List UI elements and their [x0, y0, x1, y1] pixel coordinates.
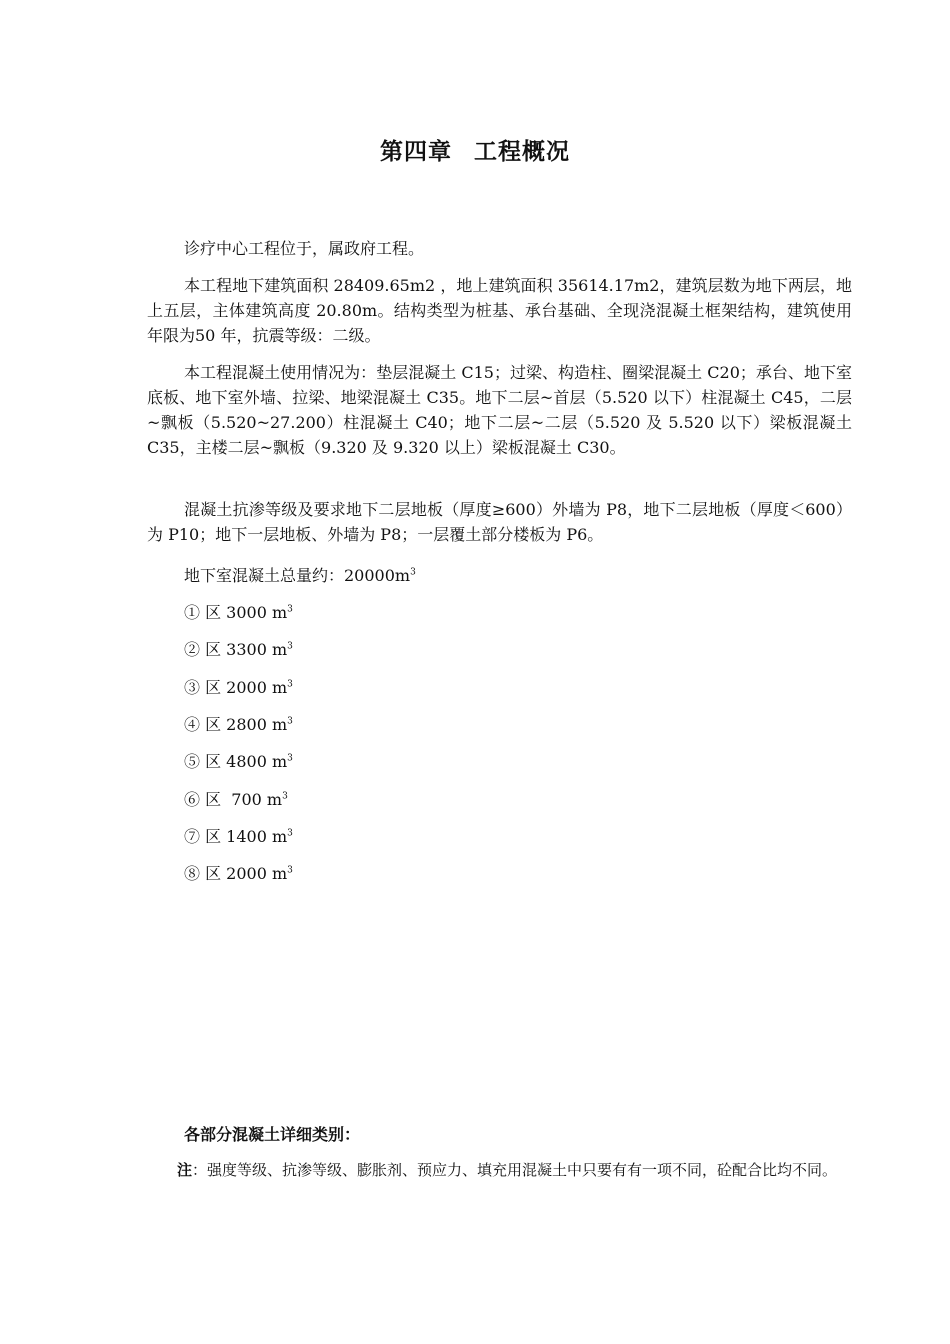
paragraph-impermeability [147, 497, 852, 547]
paragraph: 混凝土抗渗等级及要求地下二层地板（厚度≥600）外墙为 P8，地下二层地板（厚度＜600）为 P10；地下一层地板、外墙为 P8；一层覆土部分楼板为 P6。 [147, 500, 852, 544]
paragraph: 本工程地下建筑面积 28409.65m2 ，地上建筑面积 35614.17m2，建筑层数为地下两层，地上五层，主体建筑高度 20.80m。结构类型为桩基、承台基础、全现浇混凝土框架结构，建筑使用年限为50 年，抗震等级：二级。 [147, 276, 852, 345]
chapter-number: 第四章 [380, 139, 452, 165]
zone-item: ① 区 3000 $m^3$ [184, 603, 293, 622]
zone-item: ⑦ 区 1400 $m^3$ [184, 827, 293, 846]
paragraph: 本工程混凝土使用情况为：垫层混凝土 C15；过梁、构造柱、圈梁混凝土 C20；承台、地下室底板、地下室外墙、拉梁、地梁混凝土 C35。地下二层~首层（5.520 以下）柱混凝土 C45，二层~飘板（5.520~27.200）柱混凝土 C40；地下二层~二层（5.520 及 5.520 以下）梁板混凝土 C35，主楼二层~飘板（9.320 及 9.320 以上）梁板混凝土 C30。 [147, 363, 852, 457]
zone-item: ⑤ 区 4800 $m^3$ [184, 752, 293, 771]
note-text: ：强度等级、抗渗等级、膨胀剂、预应力、填充用混凝土中只要有有一项不同，砼配合比均不同。 [192, 1161, 838, 1179]
note-label: 注 [177, 1161, 193, 1179]
total-volume: 地下室混凝土总量约：$20000m^3$ [184, 566, 416, 585]
zone-item: ⑧ 区 2000 $m^3$ [184, 864, 293, 883]
paragraph: 诊疗中心工程位于，属政府工程。 [184, 239, 425, 258]
zone-item: ③ 区 2000 $m^3$ [184, 678, 293, 697]
zone-item: ⑥ 区 700 $m^3$ [184, 790, 288, 809]
chapter-name: 工程概况 [474, 139, 570, 165]
paragraph-concrete-usage [147, 360, 852, 460]
zone-item: ④ 区 2800 $m^3$ [184, 715, 293, 734]
paragraph-location [147, 236, 852, 261]
note-paragraph [147, 1158, 852, 1183]
chapter-title [0, 133, 950, 166]
paragraph-area [147, 273, 852, 348]
section-heading: 各部分混凝土详细类别： [184, 1125, 361, 1144]
zone-item: ② 区 3300 $m^3$ [184, 640, 293, 659]
